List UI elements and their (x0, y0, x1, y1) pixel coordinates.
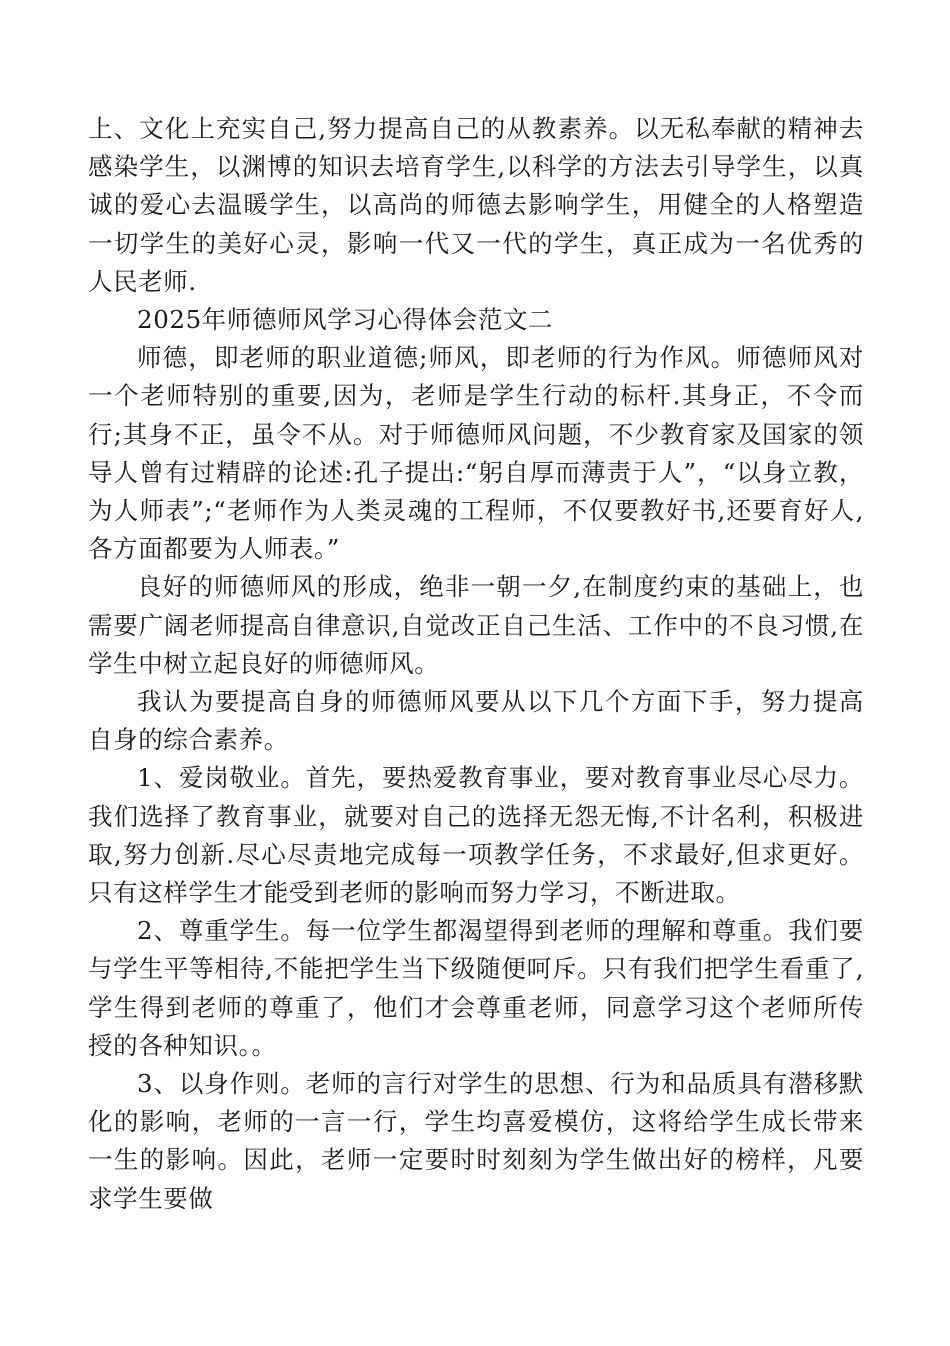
paragraph-continued: 上、文化上充实自己,努力提高自己的从教素养。以无私奉献的精神去感染学生，以渊博的知识去培育学生,以科学的方法去引导学生，以真诚的爱心去温暖学生，以高尚的师德去影响学生，用健全的人格塑造一切学生的美好心灵，影响一代又一代的学生，真正成为一名优秀的人民老师. (88, 114, 864, 296)
paragraph-intro-points: 我认为要提高自身的师德师风要从以下几个方面下手，努力提高自身的综合素养。 (88, 687, 864, 755)
paragraph-point-3: 3、以身作则。老师的言行对学生的思想、行为和品质具有潜移默化的影响，老师的一言一行，学生均喜爱模仿，这将给学生成长带来一生的影响。因此，老师一定要时时刻刻为学生做出好的榜样，凡要求学生要做 (88, 1069, 864, 1213)
document-page (88, 110, 864, 1218)
paragraph-point-2: 2、尊重学生。每一位学生都渴望得到老师的理解和尊重。我们要与学生平等相待,不能把学生当下级随便呵斥。只有我们把学生看重了,学生得到老师的尊重了，他们才会尊重老师，同意学习这个老师所传授的各种知识。。 (88, 916, 864, 1060)
paragraph-definition: 师德，即老师的职业道德;师风，即老师的行为作风。师德师风对一个老师特别的重要,因为，老师是学生行动的标杆.其身正，不令而行;其身不正，虽令不从。对于师德师风问题，不少教育家及国家的领导人曾有过精辟的论述:孔子提出:“躬自厚而薄责于人”，“以身立教，为人师表”;“老师作为人类灵魂的工程师，不仅要教好书,还要育好人,各方面都要为人师表。” (88, 343, 864, 564)
paragraph-formation: 良好的师德师风的形成，绝非一朝一夕,在制度约束的基础上，也需要广阔老师提高自律意识,自觉改正自己生活、工作中的不良习惯,在学生中树立起良好的师德师风。 (88, 572, 864, 678)
section-heading: 2025年师德师风学习心得体会范文二 (137, 305, 554, 335)
paragraph-point-1: 1、爱岗敬业。首先，要热爱教育事业，要对教育事业尽心尽力。我们选择了教育事业，就要对自己的选择无怨无悔,不计名利，积极进取,努力创新.尽心尽责地完成每一项教学任务，不求最好,但求更好。只有这样学生才能受到老师的影响而努力学习，不断进取。 (88, 763, 864, 908)
